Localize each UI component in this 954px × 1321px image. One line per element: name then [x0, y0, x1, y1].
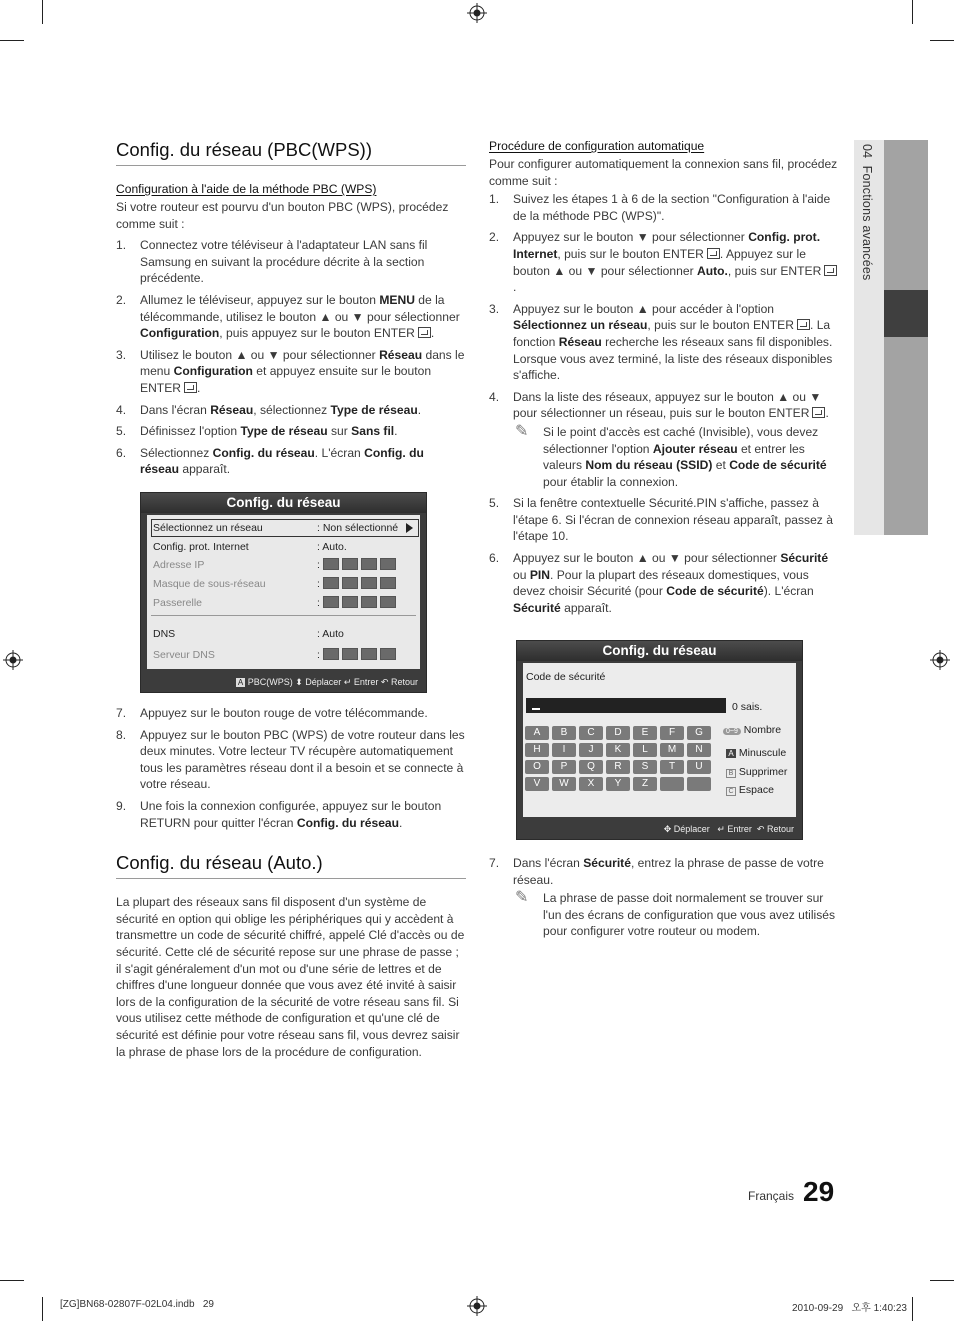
- screen-body: [147, 515, 420, 669]
- registration-mark-icon: [467, 3, 487, 23]
- step-item: 5. Définissez l'option Type de réseau sur Sans fil.: [116, 424, 398, 439]
- row-label[interactable]: DNS: [153, 628, 176, 640]
- registration-mark-icon: [3, 650, 23, 670]
- key[interactable]: O: [525, 760, 549, 774]
- arrow-right-icon: [406, 523, 413, 533]
- step-item: 2. Allumez le téléviseur, appuyez sur le bouton MENU de la télécommande, utilisez le bouton ▲ ou ▼ pour sélectionner Configuration, puis appuyez sur le bouton ENTER .: [116, 292, 460, 341]
- crop-mark: [0, 40, 24, 41]
- enter-icon: [184, 382, 197, 393]
- c-button-icon: C: [726, 787, 736, 796]
- key[interactable]: N: [687, 743, 711, 757]
- enter-icon: [418, 327, 431, 338]
- key[interactable]: S: [633, 760, 657, 774]
- screen-title: Config. du réseau: [141, 493, 426, 513]
- security-code-label: Code de sécurité: [526, 671, 606, 683]
- registration-mark-icon: [930, 650, 950, 670]
- steps-pbc-continued: [116, 705, 466, 831]
- print-timestamp: 2010-09-29 오후 1:40:23: [792, 1303, 907, 1314]
- enter-icon: [707, 248, 720, 259]
- a-button-icon: A: [237, 678, 244, 687]
- crop-mark: [42, 0, 43, 24]
- key[interactable]: W: [552, 777, 576, 791]
- step-item: 5. Si la fenêtre contextuelle Sécurité.PIN s'affiche, passez à l'étape 6. Si l'écran de connexion réseau apparaît, passez à l'étape 10.: [489, 496, 833, 544]
- b-button-icon: B: [726, 769, 736, 778]
- intro-pbc: Si votre routeur est pourvu d'un bouton PBC (WPS), procédez comme suit :: [116, 200, 449, 231]
- key[interactable]: F: [660, 726, 684, 740]
- key[interactable]: V: [525, 777, 549, 791]
- option-space[interactable]: C Espace: [726, 784, 774, 796]
- ip-cells: [323, 558, 396, 570]
- key[interactable]: E: [633, 726, 657, 740]
- row-value: :: [317, 578, 320, 590]
- note-pencil-icon: ✎: [515, 422, 529, 440]
- step-item: 6. Appuyez sur le bouton ▲ ou ▼ pour sélectionner Sécurité ou PIN. Pour la plupart des réseaux domestiques, vous devez choisir Sécurité (pour Code de sécurité). L'écran Sécurité apparaît.: [489, 551, 829, 615]
- key[interactable]: U: [687, 760, 711, 774]
- file-slug: [ZG]BN68-02807F-02L04.indb 29: [60, 1299, 214, 1310]
- key[interactable]: K: [606, 743, 630, 757]
- steps-auto-continued: [489, 855, 839, 940]
- chapter-title: 04 Fonctions avancées: [860, 144, 874, 281]
- row-label[interactable]: Config. prot. Internet: [153, 541, 249, 553]
- row-value: : Auto.: [317, 541, 347, 553]
- row-value: :: [317, 649, 320, 661]
- option-number[interactable]: 0~9 Nombre: [723, 724, 781, 736]
- language-label: Français: [748, 1189, 795, 1203]
- security-code-screen: [516, 640, 803, 840]
- row-label: Masque de sous-réseau: [153, 578, 266, 590]
- step-item: 4. Dans la liste des réseaux, appuyez sur le bouton ▲ ou ▼ pour sélectionner un réseau, puis sur le bouton ENTER . ✎ Si le point d'accès est caché (Invisible), vous devez sélectionner l'option Ajouter réseau et entrer les valeurs Nom du réseau (SSID) et Code de sécurité pour établir la connexion.: [489, 389, 839, 491]
- key[interactable]: [660, 777, 684, 791]
- key[interactable]: P: [552, 760, 576, 774]
- key[interactable]: T: [660, 760, 684, 774]
- dns-cells: [323, 648, 396, 660]
- left-column: [116, 138, 466, 478]
- key[interactable]: B: [552, 726, 576, 740]
- crop-mark: [930, 1280, 954, 1281]
- row-label: Adresse IP: [153, 559, 205, 571]
- network-config-screen: [140, 492, 427, 693]
- character-count: 0 sais.: [732, 701, 763, 713]
- key[interactable]: R: [606, 760, 630, 774]
- chapter-side-tab: [854, 140, 928, 535]
- screen-title: Config. du réseau: [517, 641, 802, 661]
- security-code-input[interactable]: [526, 698, 726, 713]
- step-item: 8. Appuyez sur le bouton PBC (WPS) de votre routeur dans les deux minutes. Votre lecteur TV récupère automatiquement tous les paramètres réseau dont il a besoin et se connecte à votre réseau.: [116, 727, 465, 792]
- option-delete[interactable]: B Supprimer: [726, 766, 787, 778]
- steps-auto: [489, 191, 839, 616]
- key[interactable]: Y: [606, 777, 630, 791]
- registration-mark-icon: [467, 1296, 487, 1316]
- key[interactable]: M: [660, 743, 684, 757]
- a-button-icon: A: [726, 749, 736, 758]
- crop-mark: [912, 1297, 913, 1321]
- crop-mark: [42, 1297, 43, 1321]
- screen-footer: A PBC(WPS) ⬍ Déplacer ↵ Entrer ↶ Retour: [237, 677, 418, 687]
- number-key-icon: 0~9: [723, 728, 741, 735]
- return-icon: ↶: [756, 824, 765, 834]
- step-item: 3. Utilisez le bouton ▲ ou ▼ pour sélectionner Réseau dans le menu Configuration et appuyez ensuite sur le bouton ENTER .: [116, 347, 465, 395]
- enter-icon: [812, 407, 825, 418]
- subheading-auto-procedure: Procédure de configuration automatique: [489, 139, 705, 153]
- key[interactable]: I: [552, 743, 576, 757]
- heading-pbc: Config. du réseau (PBC(WPS)): [116, 139, 373, 160]
- mask-cells: [323, 577, 396, 589]
- step-item: 6. Sélectionnez Config. du réseau. L'écran Config. du réseau apparaît.: [116, 445, 424, 477]
- enter-icon: ↵: [717, 824, 725, 834]
- enter-icon: [797, 319, 810, 330]
- row-value: : Non sélectionné: [317, 522, 399, 534]
- heading-auto: Config. du réseau (Auto.): [116, 852, 323, 874]
- steps-pbc: [116, 237, 466, 478]
- subheading-pbc: Configuration à l'aide de la méthode PBC (WPS): [116, 182, 377, 196]
- note-pencil-icon: ✎: [515, 889, 529, 907]
- para-auto: La plupart des réseaux sans fil disposent d'un système de sécurité en option qui oblige les périphériques qui y accèdent à transmettre un code de sécurité chiffré, appelé Clé d'accès ou de sécurité. Cette clé de sécurité repose sur une phrase de passe ; il s'agit généralement d'un mot ou d'une série de lettres et de chiffres d'une longueur donnée que vous avez été invité à saisir lors de la configuration de la sécurité de votre réseau sans fil. Si vous utilisez cette méthode de configuration et qu'une clé de sécurité est définie pour votre réseau sans fil, vous devrez saisir la phrase de phase lors de la procédure de configuration.: [116, 895, 465, 1059]
- step-item: 2. Appuyez sur le bouton ▼ pour sélectionner Config. prot. Internet, puis sur le bouton ENTER . Appuyez sur le bouton ▲ ou ▼ pour sélectionner Auto., puis sur ENTER.: [489, 229, 839, 295]
- enter-icon: [824, 265, 837, 276]
- enter-icon: ↵: [343, 677, 352, 687]
- step-item: 1. Suivez les étapes 1 à 6 de la section "Configuration à l'aide de la méthode PBC (WPS)".: [489, 192, 831, 223]
- row-value: :: [317, 559, 320, 571]
- step-item: 1. Connectez votre téléviseur à l'adaptateur LAN sans fil Samsung en suivant la procédure décrite à la section précédente.: [116, 238, 428, 286]
- key[interactable]: G: [687, 726, 711, 740]
- row-label[interactable]: Sélectionnez un réseau: [153, 522, 263, 534]
- side-tab-marker: [884, 290, 928, 337]
- row-label: Serveur DNS: [153, 649, 215, 661]
- key[interactable]: C: [579, 726, 603, 740]
- row-value: :: [317, 597, 320, 609]
- row-value: : Auto: [317, 628, 344, 640]
- screen-body: [523, 663, 796, 817]
- return-icon: ↶: [380, 677, 389, 687]
- note: ✎ Si le point d'accès est caché (Invisible), vous devez sélectionner l'option Ajouter réseau et entrer les valeurs Nom du réseau (SSID) et Code de sécurité pour établir la connexion.: [515, 422, 827, 489]
- row-label: Passerelle: [153, 597, 203, 609]
- divider: [151, 615, 416, 616]
- move-icon: ✥: [663, 824, 672, 834]
- key[interactable]: [687, 777, 711, 791]
- right-column: [489, 138, 839, 616]
- step-item: 7. Dans l'écran Sécurité, entrez la phrase de passe de votre réseau. ✎ La phrase de passe doit normalement se trouver sur l'un des écrans de configuration que vous avez utilisés pour configurer votre routeur ou modem.: [489, 855, 839, 940]
- virtual-keyboard: [525, 726, 711, 791]
- gateway-cells: [323, 596, 396, 608]
- step-item: 9. Une fois la connexion configurée, appuyez sur le bouton RETURN pour quitter l'écran Config. du réseau.: [116, 798, 442, 830]
- key[interactable]: D: [606, 726, 630, 740]
- note: ✎ La phrase de passe doit normalement se trouver sur l'un des écrans de configuration que vous avez utilisés pour configurer votre routeur ou modem.: [515, 889, 836, 939]
- crop-mark: [930, 40, 954, 41]
- crop-mark: [912, 0, 913, 24]
- intro-auto: Pour configurer automatiquement la connexion sans fil, procédez comme suit :: [489, 157, 838, 188]
- left-column-lower: [116, 700, 466, 1061]
- step-item: 7. Appuyez sur le bouton rouge de votre télécommande.: [116, 706, 428, 720]
- option-lowercase[interactable]: A Minuscule: [726, 747, 786, 759]
- crop-mark: [0, 1280, 24, 1281]
- key[interactable]: J: [579, 743, 603, 757]
- side-tab-band: [884, 140, 928, 535]
- step-item: 4. Dans l'écran Réseau, sélectionnez Type de réseau.: [116, 402, 422, 417]
- key[interactable]: A: [525, 726, 549, 740]
- key[interactable]: H: [525, 743, 549, 757]
- updown-icon: ⬍: [295, 677, 303, 687]
- step-item: 3. Appuyez sur le bouton ▲ pour accéder à l'option Sélectionnez un réseau, puis sur le bouton ENTER . La fonction Réseau recherche les réseaux sans fil disponibles. Lorsque vous avez terminé, la liste des réseaux disponibles s'affiche.: [489, 301, 833, 383]
- key[interactable]: Z: [633, 777, 657, 791]
- right-column-lower: [489, 850, 839, 940]
- key[interactable]: L: [633, 743, 657, 757]
- key[interactable]: X: [579, 777, 603, 791]
- key[interactable]: Q: [579, 760, 603, 774]
- page-number: 29: [803, 1176, 835, 1207]
- screen-footer: ✥ Déplacer ↵ Entrer ↶ Retour: [663, 824, 794, 834]
